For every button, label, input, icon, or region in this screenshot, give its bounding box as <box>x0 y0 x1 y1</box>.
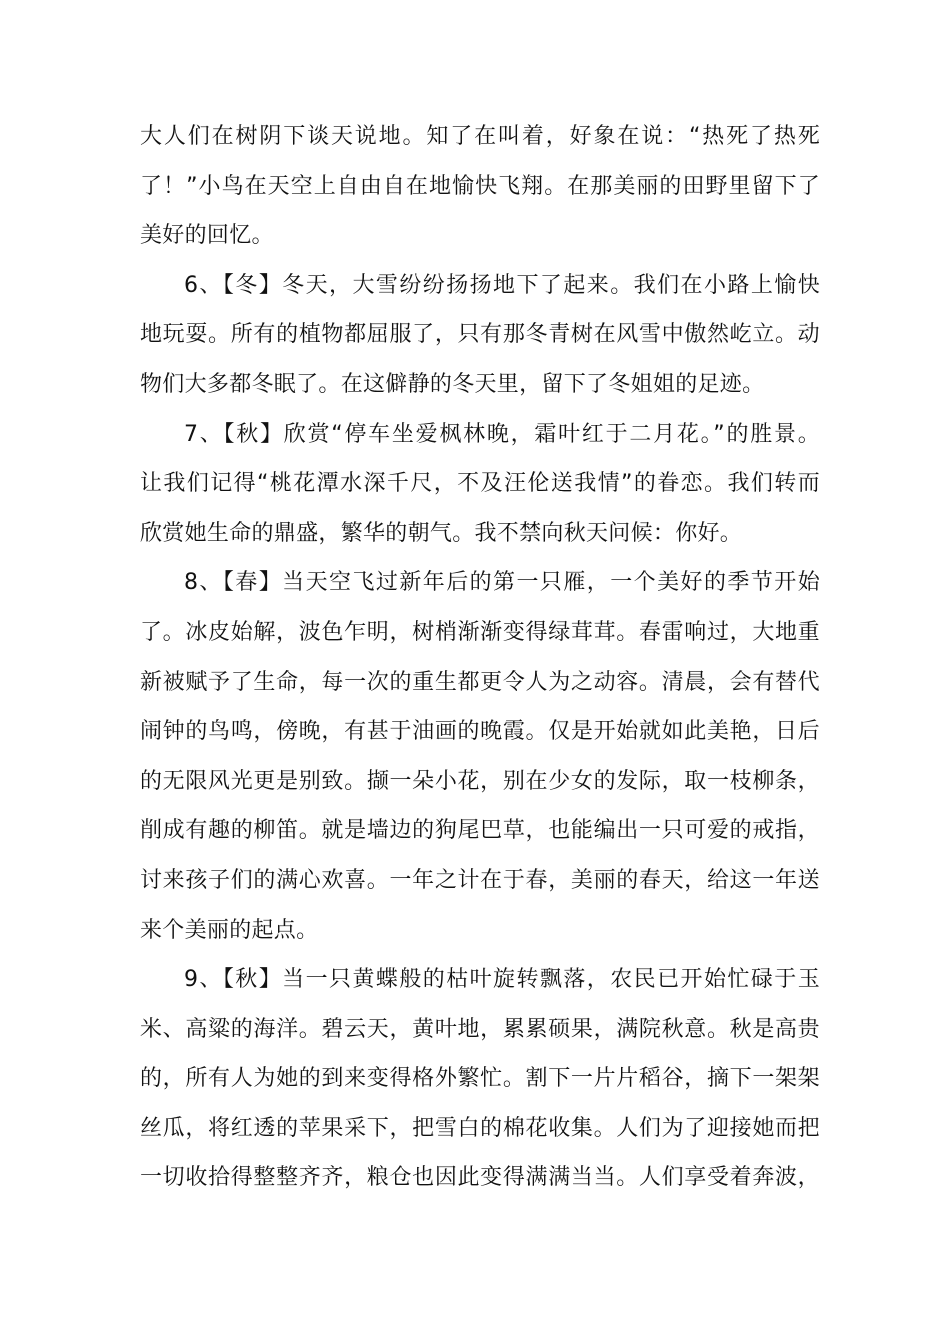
paragraph-autumn-1 <box>140 410 820 559</box>
text-line: 丝瓜，将红透的苹果采下，把雪白的棉花收集。人们为了迎接她而把 <box>140 1115 820 1141</box>
paragraph-autumn-2 <box>140 955 820 1203</box>
text-line: 了！”小鸟在天空上自由自在地愉快飞翔。在那美丽的田野里留下了 <box>140 173 820 199</box>
text-line: 美好的回忆。 <box>140 223 274 249</box>
text-line: 6、【冬】冬天，大雪纷纷扬扬地下了起来。我们在小路上愉快 <box>184 272 820 298</box>
text-line: 7、【秋】欣赏“停车坐爱枫林晚，霜叶红于二月花。”的胜景。 <box>184 421 820 447</box>
text-line: 8、【春】当天空飞过新年后的第一只雁，一个美好的季节开始 <box>184 570 820 596</box>
text-line: 物们大多都冬眠了。在这僻静的冬天里，留下了冬姐姐的足迹。 <box>140 371 765 397</box>
text-line: 大人们在树阴下谈天说地。知了在叫着，好象在说：“热死了热死 <box>140 124 820 149</box>
text-line: 闹钟的鸟鸣，傍晚，有甚于油画的晚霞。仅是开始就如此美艳，日后 <box>140 719 820 745</box>
text-line: 新被赋予了生命，每一次的重生都更令人为之动容。清晨，会有替代 <box>140 669 820 695</box>
text-line: 的，所有人为她的到来变得格外繁忙。割下一片片稻谷，摘下一架架 <box>140 1066 820 1092</box>
text-line: 9、【秋】当一只黄蝶般的枯叶旋转飘落，农民已开始忙碌于玉 <box>184 967 820 993</box>
text-line: 讨来孩子们的满心欢喜。一年之计在于春，美丽的春天，给这一年送 <box>140 867 820 893</box>
paragraph-continuation <box>140 112 820 261</box>
text-line: 的无限风光更是别致。撷一朵小花，别在少女的发际，取一枝柳条， <box>140 768 820 794</box>
text-line: 欣赏她生命的鼎盛，繁华的朝气。我不禁向秋天问候：你好。 <box>140 520 743 546</box>
text-line: 了。冰皮始解，波色乍明，树梢渐渐变得绿茸茸。春雷响过，大地重 <box>140 619 820 645</box>
text-line: 一切收拾得整整齐齐，粮仓也因此变得满满当当。人们享受着奔波， <box>140 1165 820 1191</box>
text-line: 来个美丽的起点。 <box>140 917 319 943</box>
paragraph-spring <box>140 558 820 955</box>
text-line: 让我们记得“桃花潭水深千尺，不及汪伦送我情”的眷恋。我们转而 <box>140 471 820 497</box>
document-page <box>140 112 820 1203</box>
text-line: 米、高粱的海洋。碧云天，黄叶地，累累硕果，满院秋意。秋是高贵 <box>140 1016 820 1042</box>
text-line: 削成有趣的柳笛。就是墙边的狗尾巴草，也能编出一只可爱的戒指， <box>140 818 820 844</box>
paragraph-winter <box>140 261 820 410</box>
text-line: 地玩耍。所有的植物都屈服了，只有那冬青树在风雪中傲然屹立。动 <box>140 322 820 348</box>
